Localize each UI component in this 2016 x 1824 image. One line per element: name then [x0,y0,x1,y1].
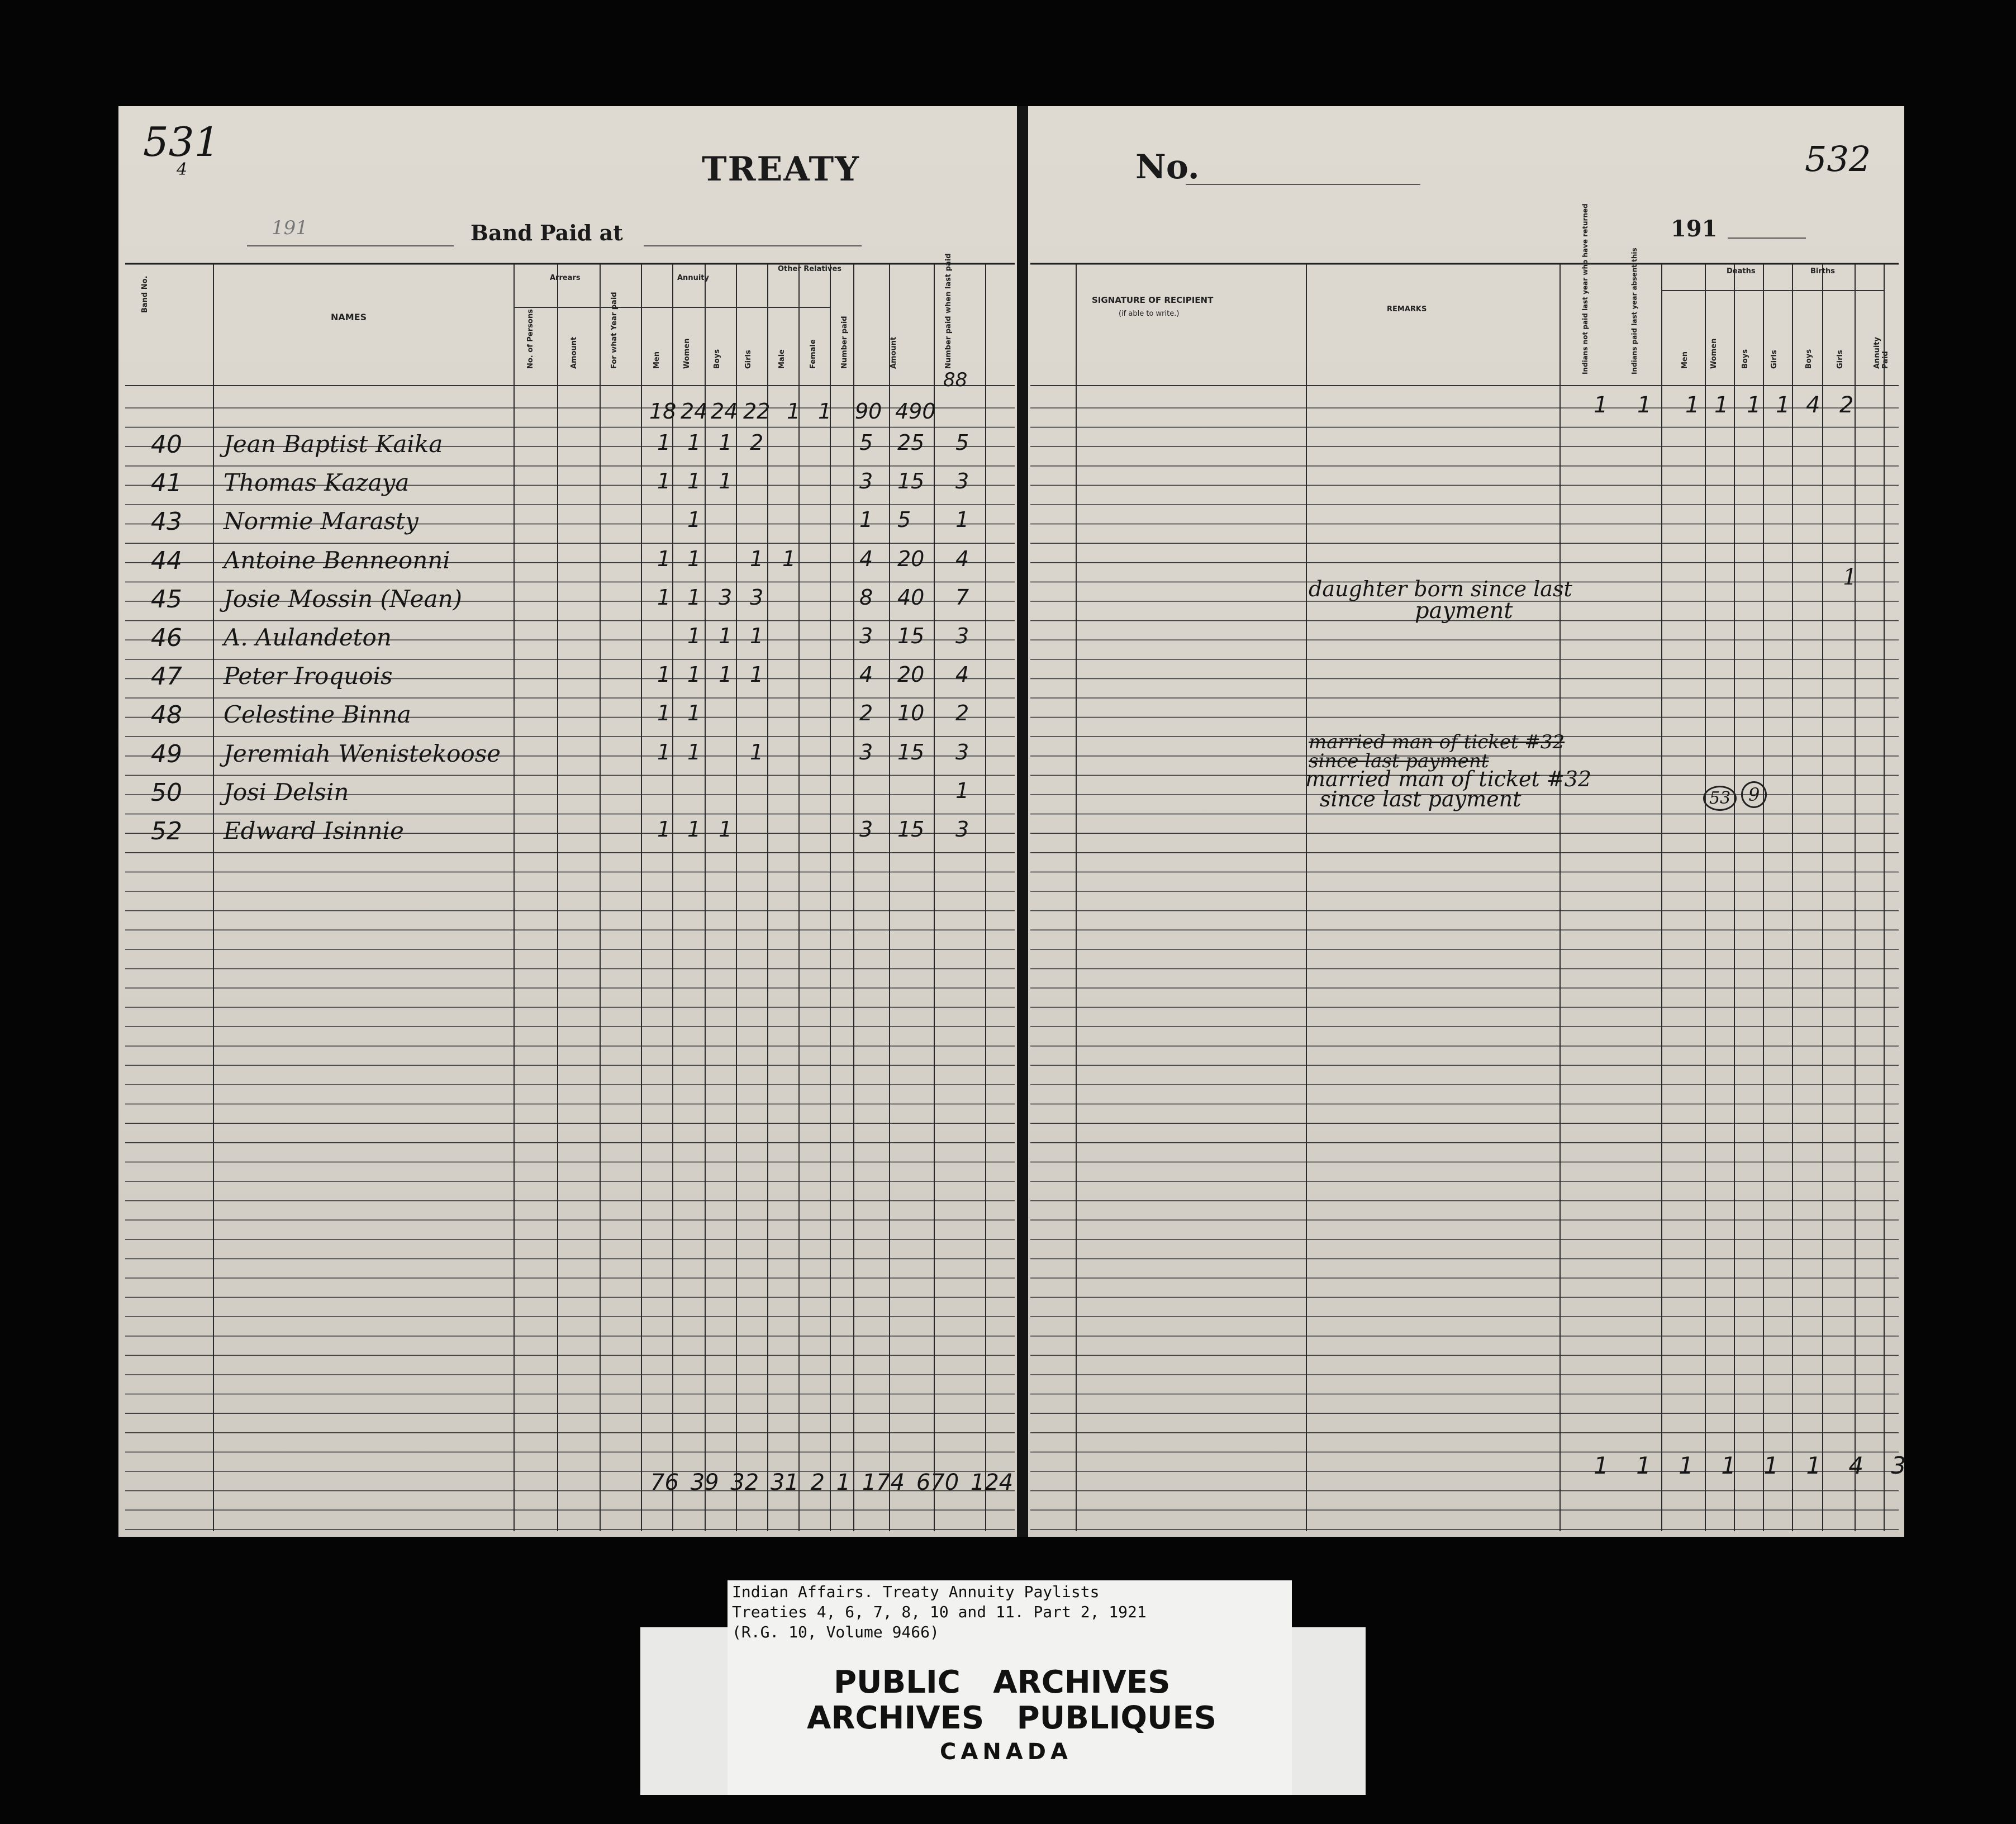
archive-label-line1: Indian Affairs. Treaty Annuity Paylists [732,1583,1100,1601]
col-arrears: Arrears [550,274,581,282]
amount-cell: 15 [897,739,925,764]
women-cell: 1 [687,507,701,533]
men-cell: 1 [657,817,671,842]
name-cell: A. Aulandeton [224,624,392,651]
col-signature: SIGNATURE OF RECIPIENT [1092,295,1214,305]
women-cell: 1 [687,739,701,764]
cf-right-value: 1 [1747,392,1761,418]
male-cell: 1 [782,546,796,571]
band-no-cell: 50 [151,778,182,807]
men-cell: 1 [657,469,671,494]
band-no-cell: 48 [151,701,182,730]
amount-cell: 5 [897,507,911,533]
remark-circle-53: 53 [1703,786,1737,811]
number-paid-cell: 3 [859,469,873,494]
treaty-no-label: No. [1135,148,1200,187]
name-cell: Jeremiah Wenistekoose [224,739,501,767]
year-left: 191 [272,217,308,239]
last-paid-cell: 1 [955,507,969,533]
band-no-cell: 47 [151,662,182,691]
cf-girls: 22 [743,399,771,424]
number-paid-cell: 8 [859,585,873,610]
number-paid-cell: 1 [859,507,873,533]
last-paid-cell: 1 [955,778,969,803]
amount-cell: 10 [897,701,925,726]
women-cell: 1 [687,701,701,726]
remark-payment: payment [1415,598,1513,624]
col-remarks: REMARKS [1387,305,1427,314]
band-no-cell: 43 [151,507,182,536]
archive-archives-publiques: ARCHIVES PUBLIQUES [807,1700,1217,1736]
amount-cell: 20 [897,662,925,687]
col-band-no: Band No. [141,276,149,313]
col-deaths-women: Women [1710,338,1718,369]
women-cell: 1 [687,817,701,842]
remark-birth-tick: 1 [1843,564,1857,590]
name-cell: Edward Isinnie [224,817,404,844]
band-no-cell: 45 [151,585,182,614]
women-cell: 1 [687,624,701,648]
col-deaths-boys: Boys [1741,349,1749,369]
last-paid-cell: 4 [955,546,969,571]
women-cell: 1 [687,546,701,571]
archive-label-line2: Treaties 4, 6, 7, 8, 10 and 11. Part 2, 1921 [732,1603,1147,1621]
remark-circle-9: 9 [1741,781,1767,808]
boys-cell: 1 [719,662,733,687]
boys-cell: 1 [719,430,733,455]
col-annuity: Annuity [677,274,709,282]
band-no-cell: 44 [151,546,182,575]
amount-cell: 20 [897,546,925,571]
remark-daughter-born: daughter born since last [1309,577,1572,601]
col-deaths-men: Men [1681,351,1689,369]
girls-cell: 1 [750,546,764,571]
last-paid-cell: 3 [955,817,969,842]
number-paid-cell: 4 [859,662,873,687]
remark-struck-1: married man of ticket #32 [1309,731,1565,753]
col-deaths-girls: Girls [1770,350,1779,369]
girls-cell: 2 [750,430,764,455]
col-number-paid: Number paid [840,316,849,369]
cf-right-value: 4 [1806,392,1820,418]
archive-label-line3: (R.G. 10, Volume 9466) [732,1623,939,1641]
girls-cell: 1 [750,624,764,648]
men-cell: 1 [657,662,671,687]
amount-cell: 15 [897,817,925,842]
cf-last-paid: 88 [943,369,968,391]
number-paid-cell: 5 [859,430,873,455]
last-paid-cell: 3 [955,739,969,764]
men-cell: 1 [657,739,671,764]
girls-cell: 1 [750,739,764,764]
name-cell: Josie Mossin (Nean) [224,585,463,612]
last-paid-cell: 3 [955,624,969,648]
women-cell: 1 [687,430,701,455]
col-not-paid-returned: Indians not paid last year who have returned [1581,203,1589,374]
name-cell: Peter Iroquois [224,662,393,690]
col-paid-last-absent: Indians paid last year absent this [1630,248,1638,374]
last-paid-cell: 3 [955,469,969,494]
number-paid-cell: 3 [859,739,873,764]
col-births-boys: Boys [1805,349,1813,369]
remark-since-last-payment: since last payment [1320,787,1521,811]
band-no-cell: 46 [151,624,182,652]
number-paid-cell: 3 [859,624,873,648]
col-men: Men [653,351,661,369]
cf-right-value: 1 [1714,392,1729,418]
women-cell: 1 [687,662,701,687]
cf-number-paid: 90 [855,399,882,424]
name-cell: Normie Marasty [224,507,419,535]
band-no-cell: 41 [151,469,182,498]
col-women: Women [683,338,691,369]
archive-label [728,1580,1292,1795]
remark-struck-2: since last payment [1309,750,1489,772]
col-births: Births [1810,267,1835,276]
name-cell: Jean Baptist Kaika [224,430,443,458]
col-number-paid-last: Number paid when last paid [944,253,953,369]
cf-male: 1 [787,399,801,424]
boys-cell: 1 [719,624,733,648]
col-arrears-year: For what Year paid [610,292,619,369]
last-paid-cell: 2 [955,701,969,726]
men-cell: 1 [657,546,671,571]
treaty-title: TREATY [702,150,860,189]
amount-cell: 25 [897,430,925,455]
col-male: Male [778,349,786,369]
number-paid-cell: 3 [859,817,873,842]
col-births-girls: Girls [1836,350,1844,369]
women-cell: 1 [687,585,701,610]
cf-right-value: 1 [1637,392,1652,418]
totals-right: 1 1 1 1 1 1 4 3 [1594,1452,1906,1479]
cf-women: 24 [681,399,708,424]
cf-men: 18 [649,399,677,424]
last-paid-cell: 5 [955,430,969,455]
amount-cell: 40 [897,585,925,610]
col-amount: Amount [890,336,898,369]
remark-married-man: married man of ticket #32 [1305,767,1592,791]
left-page-subnumber: 4 [177,160,188,179]
band-no-cell: 49 [151,739,182,768]
ledger-spread [118,106,1904,1537]
totals-left: 76 39 32 31 2 1 174 670 124 [650,1470,1014,1495]
name-cell: Celestine Binna [224,701,411,729]
boys-cell: 3 [719,585,733,610]
band-no-cell: 52 [151,817,182,846]
last-paid-cell: 4 [955,662,969,687]
cf-right-value: 1 [1594,392,1608,418]
girls-cell: 3 [750,585,764,610]
cf-boys: 24 [711,399,738,424]
year-right: 191 [1671,216,1718,242]
name-cell: Josi Delsin [224,778,349,806]
archive-public-archives: PUBLIC ARCHIVES [834,1664,1171,1700]
name-cell: Thomas Kazaya [224,469,410,497]
col-names: NAMES [331,312,367,322]
cf-right-value: 1 [1776,392,1790,418]
girls-cell: 1 [750,662,764,687]
col-female: Female [809,339,817,369]
col-boys: Boys [713,349,721,369]
left-page-number: 531 [143,118,220,165]
col-deaths: Deaths [1727,267,1756,276]
amount-cell: 15 [897,469,925,494]
col-signature-sub: (if able to write.) [1119,310,1180,318]
right-page-number: 532 [1805,139,1871,179]
archive-canada: CANADA [940,1739,1072,1765]
amount-cell: 15 [897,624,925,648]
name-cell: Antoine Benneonni [224,546,450,574]
col-arrears-persons: No. of Persons [526,309,535,369]
col-arrears-amount: Amount [570,336,578,369]
cf-right-value: 1 [1685,392,1700,418]
band-no-cell: 40 [151,430,182,459]
number-paid-cell: 4 [859,546,873,571]
men-cell: 1 [657,585,671,610]
band-paid-at-label: Band Paid at [470,220,623,245]
women-cell: 1 [687,469,701,494]
cf-right-value: 2 [1839,392,1854,418]
col-girls: Girls [744,350,753,369]
men-cell: 1 [657,701,671,726]
col-other-relatives: Other Relatives [778,265,842,273]
boys-cell: 1 [719,817,733,842]
cf-amount: 490 [895,399,936,424]
boys-cell: 1 [719,469,733,494]
men-cell: 1 [657,430,671,455]
cf-female: 1 [818,399,832,424]
number-paid-cell: 2 [859,701,873,726]
last-paid-cell: 7 [955,585,969,610]
col-annuity-paid: Annuity Paid [1873,337,1890,369]
